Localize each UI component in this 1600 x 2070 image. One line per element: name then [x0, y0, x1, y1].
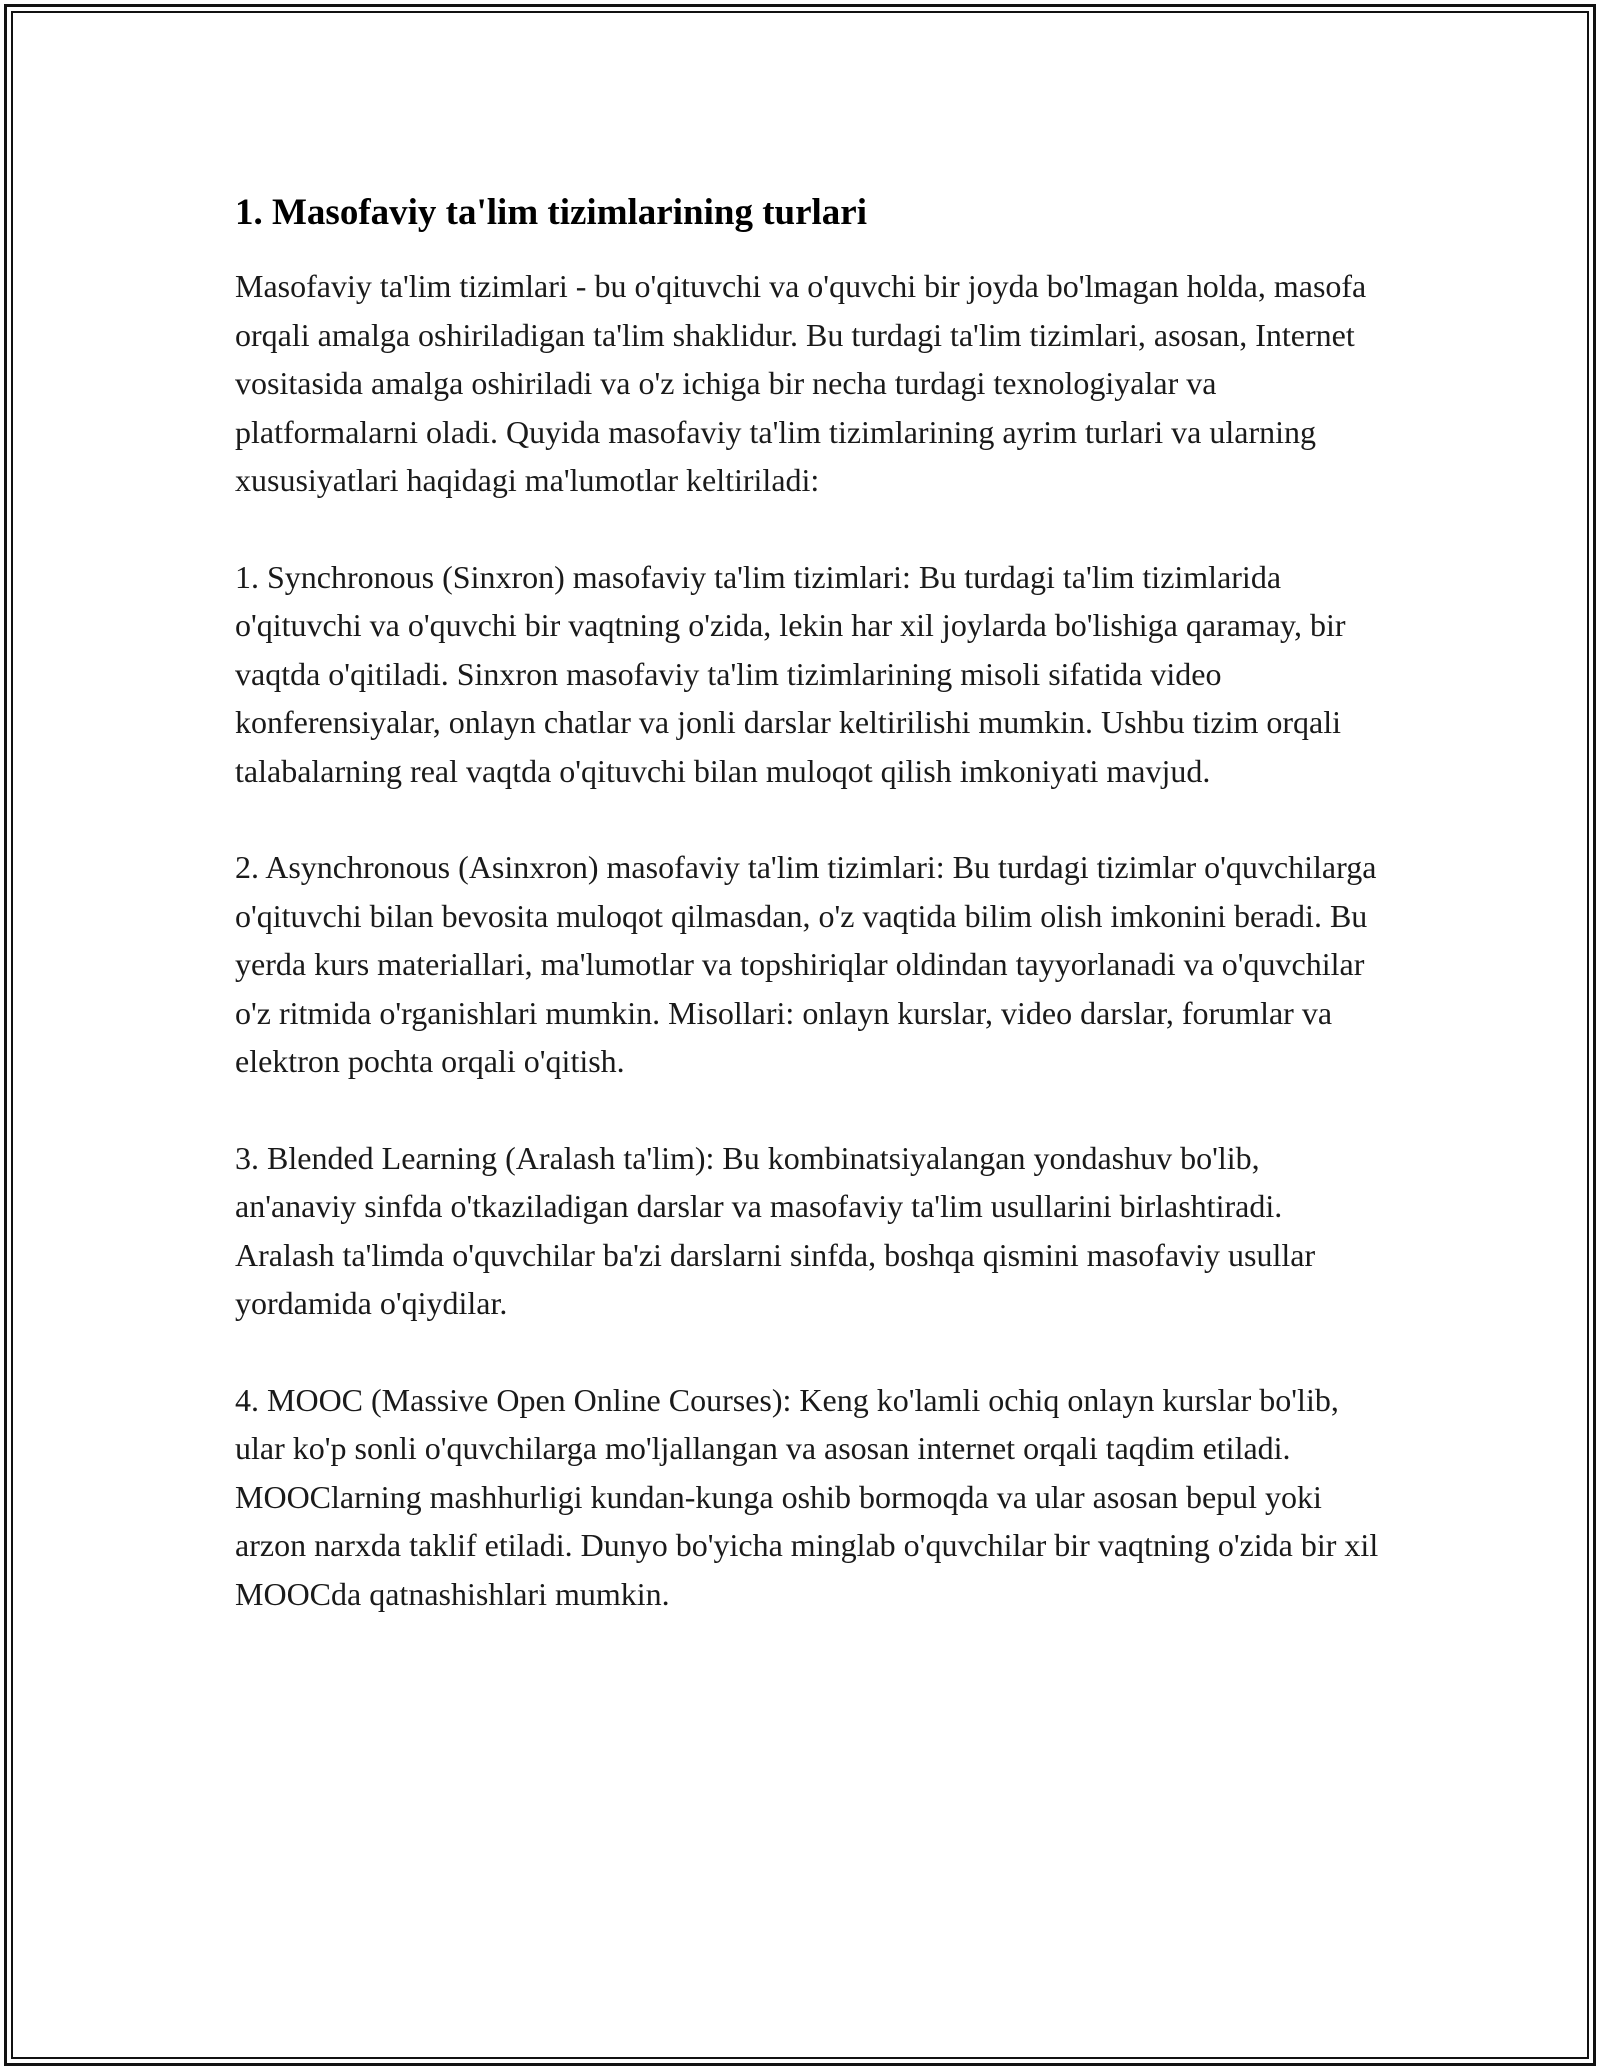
intro-paragraph: Masofaviy ta'lim tizimlari - bu o'qituvchi va o'quvchi bir joyda bo'lmagan holda, masofa orqali amalga oshiriladigan ta'lim shaklidur. Bu turdagi ta'lim tizimlari, asosan, Internet vositasida amalga oshiriladi va o'z ichiga bir necha turdagi texnologiyalar va platformalarni oladi. Quyida masofaviy ta'lim tizimlarining ayrim turlari va ularning xususiyatlari haqidagi ma'lumotlar keltiriladi: [235, 268, 1367, 498]
section-heading: 1. Masofaviy ta'lim tizimlarining turlari [235, 192, 867, 233]
blended-learning-paragraph: 3. Blended Learning (Aralash ta'lim): Bu kombinatsiyalangan yondashuv bo'lib, an'anaviy sinfda o'tkaziladigan darslar va masofaviy ta'lim usullarini birlashtiradi. Aralash ta'limda o'quvchilar ba'zi darslarni sinfda, boshqa qismini masofaviy usullar yordamida o'qiydilar. [235, 1139, 1316, 1321]
document-body [235, 188, 1380, 1666]
synchronous-paragraph: 1. Synchronous (Sinxron) masofaviy ta'lim tizimlari: Bu turdagi ta'lim tizimlarida o'qituvchi va o'quvchi bir vaqtning o'zida, lekin har xil joylarda bo'lishiga qaramay, bir vaqtda o'qitiladi. Sinxron masofaviy ta'lim tizimlarining misoli sifatida video konferensiyalar, onlayn chatlar va jonli darslar keltirilishi mumkin. Ushbu tizim orqali talabalarning real vaqtda o'qituvchi bilan muloqot qilish imkoniyati mavjud. [235, 558, 1346, 789]
mooc-paragraph: 4. MOOC (Massive Open Online Courses): Keng ko'lamli ochiq onlayn kurslar bo'lib, ular ko'p sonli o'quvchilarga mo'ljallangan va asosan internet orqali taqdim etiladi. MOOClarning mashhurligi kundan-kunga oshib bormoqda va ular asosan bepul yoki arzon narxda taklif etiladi. Dunyo bo'yicha minglab o'quvchilar bir vaqtning o'zida bir xil MOOCda qatnashishlari mumkin. [235, 1381, 1379, 1612]
asynchronous-paragraph: 2. Asynchronous (Asinxron) masofaviy ta'lim tizimlari: Bu turdagi tizimlar o'quvchilarga o'qituvchi bilan bevosita muloqot qilmasdan, o'z vaqtida bilim olish imkonini beradi. Bu yerda kurs materiallari, ma'lumotlar va topshiriqlar oldindan tayyorlanadi va o'quvchilar o'z ritmida o'rganishlari mumkin. Misollari: onlayn kurslar, video darslar, forumlar va elektron pochta orqali o'qitish. [235, 849, 1377, 1079]
